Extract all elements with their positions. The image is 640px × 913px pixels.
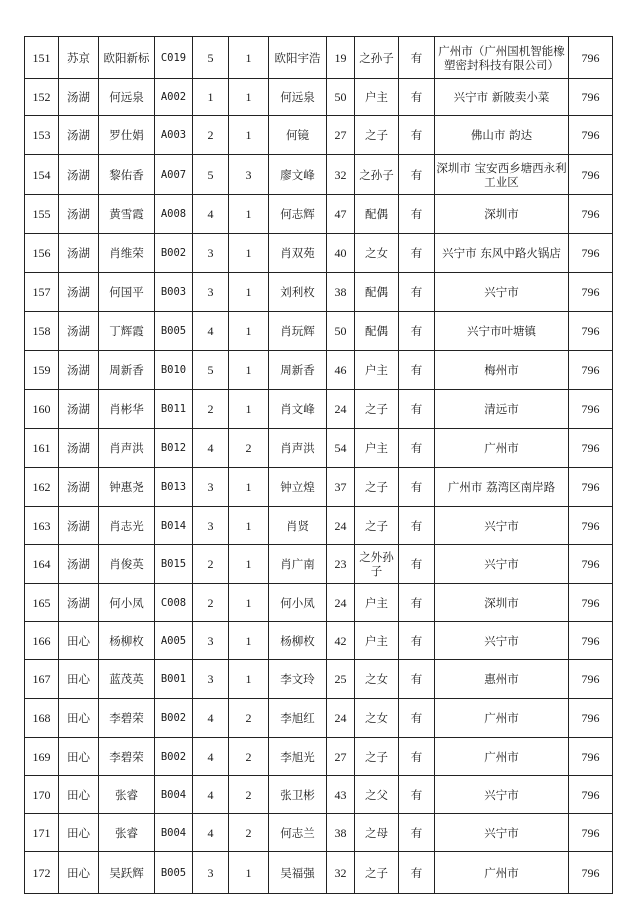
location-cell: 深圳市 xyxy=(435,195,569,234)
amount-cell: 796 xyxy=(569,273,613,312)
person-cell: 吴福强 xyxy=(269,852,327,894)
amount-cell: 796 xyxy=(569,195,613,234)
amount-cell: 796 xyxy=(569,852,613,894)
table-row xyxy=(25,79,613,116)
amount-cell: 796 xyxy=(569,814,613,852)
status-cell: 有 xyxy=(399,545,435,584)
town-cell: 田心 xyxy=(59,776,99,814)
name-cell: 何小凤 xyxy=(99,584,155,622)
person-cell: 周新香 xyxy=(269,351,327,390)
people-cell: 3 xyxy=(193,852,229,894)
location-cell: 清远市 xyxy=(435,390,569,429)
code-cell: B010 xyxy=(155,351,193,390)
amount-cell: 796 xyxy=(569,699,613,738)
age-cell: 42 xyxy=(327,622,355,660)
age-cell: 24 xyxy=(327,699,355,738)
name-cell: 何远泉 xyxy=(99,79,155,116)
location-cell: 梅州市 xyxy=(435,351,569,390)
code-cell: B002 xyxy=(155,699,193,738)
age-cell: 40 xyxy=(327,234,355,273)
amount-cell: 796 xyxy=(569,776,613,814)
code-cell: A002 xyxy=(155,79,193,116)
amount-cell: 796 xyxy=(569,584,613,622)
count-cell: 1 xyxy=(229,79,269,116)
table-row xyxy=(25,699,613,738)
row-number: 161 xyxy=(25,429,59,468)
relation-cell: 配偶 xyxy=(355,273,399,312)
location-cell: 兴宁市 xyxy=(435,776,569,814)
code-cell: B002 xyxy=(155,738,193,776)
table-row xyxy=(25,37,613,79)
town-cell: 汤湖 xyxy=(59,155,99,195)
amount-cell: 796 xyxy=(569,37,613,79)
name-cell: 何国平 xyxy=(99,273,155,312)
people-cell: 2 xyxy=(193,390,229,429)
status-cell: 有 xyxy=(399,390,435,429)
person-cell: 钟立煌 xyxy=(269,468,327,507)
town-cell: 汤湖 xyxy=(59,234,99,273)
count-cell: 1 xyxy=(229,852,269,894)
age-cell: 46 xyxy=(327,351,355,390)
name-cell: 张睿 xyxy=(99,814,155,852)
age-cell: 24 xyxy=(327,507,355,545)
code-cell: A005 xyxy=(155,622,193,660)
relation-cell: 配偶 xyxy=(355,312,399,351)
status-cell: 有 xyxy=(399,584,435,622)
age-cell: 37 xyxy=(327,468,355,507)
people-cell: 1 xyxy=(193,79,229,116)
row-number: 154 xyxy=(25,155,59,195)
town-cell: 汤湖 xyxy=(59,584,99,622)
relation-cell: 之母 xyxy=(355,814,399,852)
count-cell: 1 xyxy=(229,545,269,584)
row-number: 162 xyxy=(25,468,59,507)
name-cell: 欧阳新标 xyxy=(99,37,155,79)
age-cell: 50 xyxy=(327,79,355,116)
person-cell: 李文玲 xyxy=(269,660,327,699)
table-row xyxy=(25,852,613,894)
count-cell: 1 xyxy=(229,195,269,234)
town-cell: 田心 xyxy=(59,852,99,894)
amount-cell: 796 xyxy=(569,79,613,116)
roster-table xyxy=(24,36,613,894)
location-cell: 广州市 荔湾区南岸路 xyxy=(435,468,569,507)
people-cell: 3 xyxy=(193,273,229,312)
table-row xyxy=(25,622,613,660)
name-cell: 黎佑香 xyxy=(99,155,155,195)
table-row xyxy=(25,507,613,545)
amount-cell: 796 xyxy=(569,545,613,584)
table-row xyxy=(25,390,613,429)
code-cell: B012 xyxy=(155,429,193,468)
count-cell: 1 xyxy=(229,584,269,622)
person-cell: 欧阳宇浩 xyxy=(269,37,327,79)
row-number: 160 xyxy=(25,390,59,429)
relation-cell: 之子 xyxy=(355,468,399,507)
count-cell: 1 xyxy=(229,234,269,273)
count-cell: 1 xyxy=(229,660,269,699)
amount-cell: 796 xyxy=(569,660,613,699)
age-cell: 19 xyxy=(327,37,355,79)
age-cell: 47 xyxy=(327,195,355,234)
count-cell: 2 xyxy=(229,738,269,776)
code-cell: B013 xyxy=(155,468,193,507)
count-cell: 1 xyxy=(229,390,269,429)
location-cell: 佛山市 韵达 xyxy=(435,116,569,155)
row-number: 156 xyxy=(25,234,59,273)
amount-cell: 796 xyxy=(569,155,613,195)
person-cell: 肖声洪 xyxy=(269,429,327,468)
code-cell: B002 xyxy=(155,234,193,273)
location-cell: 广州市 xyxy=(435,852,569,894)
status-cell: 有 xyxy=(399,79,435,116)
row-number: 168 xyxy=(25,699,59,738)
amount-cell: 796 xyxy=(569,116,613,155)
town-cell: 汤湖 xyxy=(59,195,99,234)
relation-cell: 之女 xyxy=(355,234,399,273)
relation-cell: 配偶 xyxy=(355,195,399,234)
row-number: 155 xyxy=(25,195,59,234)
age-cell: 38 xyxy=(327,273,355,312)
person-cell: 何志兰 xyxy=(269,814,327,852)
relation-cell: 之女 xyxy=(355,699,399,738)
person-cell: 肖玩辉 xyxy=(269,312,327,351)
person-cell: 杨柳枚 xyxy=(269,622,327,660)
town-cell: 汤湖 xyxy=(59,429,99,468)
location-cell: 兴宁市 xyxy=(435,507,569,545)
name-cell: 张睿 xyxy=(99,776,155,814)
count-cell: 2 xyxy=(229,429,269,468)
age-cell: 54 xyxy=(327,429,355,468)
relation-cell: 之子 xyxy=(355,852,399,894)
row-number: 157 xyxy=(25,273,59,312)
status-cell: 有 xyxy=(399,273,435,312)
name-cell: 李碧荣 xyxy=(99,738,155,776)
age-cell: 32 xyxy=(327,852,355,894)
status-cell: 有 xyxy=(399,312,435,351)
age-cell: 25 xyxy=(327,660,355,699)
table-row xyxy=(25,545,613,584)
person-cell: 肖广南 xyxy=(269,545,327,584)
people-cell: 2 xyxy=(193,584,229,622)
status-cell: 有 xyxy=(399,468,435,507)
status-cell: 有 xyxy=(399,234,435,273)
status-cell: 有 xyxy=(399,852,435,894)
people-cell: 4 xyxy=(193,429,229,468)
location-cell: 深圳市 宝安西乡塘西永利工业区 xyxy=(435,155,569,195)
code-cell: B011 xyxy=(155,390,193,429)
amount-cell: 796 xyxy=(569,390,613,429)
person-cell: 李旭红 xyxy=(269,699,327,738)
count-cell: 1 xyxy=(229,507,269,545)
town-cell: 田心 xyxy=(59,814,99,852)
count-cell: 2 xyxy=(229,814,269,852)
people-cell: 2 xyxy=(193,545,229,584)
age-cell: 32 xyxy=(327,155,355,195)
age-cell: 27 xyxy=(327,738,355,776)
amount-cell: 796 xyxy=(569,429,613,468)
age-cell: 27 xyxy=(327,116,355,155)
people-cell: 2 xyxy=(193,116,229,155)
town-cell: 田心 xyxy=(59,622,99,660)
code-cell: B005 xyxy=(155,852,193,894)
name-cell: 杨柳枚 xyxy=(99,622,155,660)
name-cell: 罗仕娟 xyxy=(99,116,155,155)
town-cell: 汤湖 xyxy=(59,273,99,312)
age-cell: 38 xyxy=(327,814,355,852)
code-cell: A008 xyxy=(155,195,193,234)
row-number: 171 xyxy=(25,814,59,852)
people-cell: 3 xyxy=(193,234,229,273)
table-row xyxy=(25,738,613,776)
count-cell: 1 xyxy=(229,622,269,660)
person-cell: 廖文峰 xyxy=(269,155,327,195)
relation-cell: 之父 xyxy=(355,776,399,814)
people-cell: 4 xyxy=(193,738,229,776)
town-cell: 汤湖 xyxy=(59,507,99,545)
location-cell: 兴宁市 xyxy=(435,622,569,660)
town-cell: 汤湖 xyxy=(59,390,99,429)
table-row xyxy=(25,814,613,852)
people-cell: 4 xyxy=(193,814,229,852)
count-cell: 3 xyxy=(229,155,269,195)
location-cell: 深圳市 xyxy=(435,584,569,622)
status-cell: 有 xyxy=(399,37,435,79)
location-cell: 兴宁市 xyxy=(435,814,569,852)
people-cell: 4 xyxy=(193,699,229,738)
town-cell: 苏京 xyxy=(59,37,99,79)
person-cell: 何镜 xyxy=(269,116,327,155)
table-row xyxy=(25,429,613,468)
count-cell: 1 xyxy=(229,273,269,312)
location-cell: 兴宁市 xyxy=(435,545,569,584)
code-cell: B004 xyxy=(155,776,193,814)
amount-cell: 796 xyxy=(569,312,613,351)
status-cell: 有 xyxy=(399,814,435,852)
people-cell: 4 xyxy=(193,776,229,814)
age-cell: 50 xyxy=(327,312,355,351)
name-cell: 肖声洪 xyxy=(99,429,155,468)
relation-cell: 之子 xyxy=(355,507,399,545)
code-cell: B003 xyxy=(155,273,193,312)
name-cell: 黄雪霞 xyxy=(99,195,155,234)
table-row xyxy=(25,273,613,312)
row-number: 158 xyxy=(25,312,59,351)
town-cell: 汤湖 xyxy=(59,545,99,584)
amount-cell: 796 xyxy=(569,622,613,660)
people-cell: 4 xyxy=(193,195,229,234)
name-cell: 李碧荣 xyxy=(99,699,155,738)
row-number: 169 xyxy=(25,738,59,776)
row-number: 172 xyxy=(25,852,59,894)
code-cell: B005 xyxy=(155,312,193,351)
people-cell: 3 xyxy=(193,622,229,660)
row-number: 152 xyxy=(25,79,59,116)
name-cell: 肖志光 xyxy=(99,507,155,545)
amount-cell: 796 xyxy=(569,468,613,507)
relation-cell: 之孙子 xyxy=(355,155,399,195)
people-cell: 3 xyxy=(193,468,229,507)
people-cell: 5 xyxy=(193,37,229,79)
name-cell: 吴跃辉 xyxy=(99,852,155,894)
name-cell: 周新香 xyxy=(99,351,155,390)
row-number: 166 xyxy=(25,622,59,660)
age-cell: 24 xyxy=(327,584,355,622)
name-cell: 丁辉霞 xyxy=(99,312,155,351)
town-cell: 汤湖 xyxy=(59,79,99,116)
people-cell: 3 xyxy=(193,660,229,699)
table-row xyxy=(25,660,613,699)
name-cell: 钟惠尧 xyxy=(99,468,155,507)
status-cell: 有 xyxy=(399,429,435,468)
table-row xyxy=(25,312,613,351)
age-cell: 23 xyxy=(327,545,355,584)
location-cell: 兴宁市叶塘镇 xyxy=(435,312,569,351)
location-cell: 广州市 xyxy=(435,738,569,776)
relation-cell: 户主 xyxy=(355,622,399,660)
name-cell: 蓝茂英 xyxy=(99,660,155,699)
row-number: 153 xyxy=(25,116,59,155)
row-number: 167 xyxy=(25,660,59,699)
code-cell: B015 xyxy=(155,545,193,584)
table-row xyxy=(25,776,613,814)
location-cell: 广州市 xyxy=(435,429,569,468)
town-cell: 汤湖 xyxy=(59,351,99,390)
count-cell: 1 xyxy=(229,312,269,351)
person-cell: 李旭光 xyxy=(269,738,327,776)
town-cell: 田心 xyxy=(59,699,99,738)
location-cell: 兴宁市 xyxy=(435,273,569,312)
code-cell: A003 xyxy=(155,116,193,155)
table-row xyxy=(25,116,613,155)
row-number: 165 xyxy=(25,584,59,622)
relation-cell: 之子 xyxy=(355,738,399,776)
location-cell: 兴宁市 新陂卖小菜 xyxy=(435,79,569,116)
code-cell: C019 xyxy=(155,37,193,79)
person-cell: 何远泉 xyxy=(269,79,327,116)
person-cell: 刘利枚 xyxy=(269,273,327,312)
status-cell: 有 xyxy=(399,699,435,738)
location-cell: 广州市 xyxy=(435,699,569,738)
status-cell: 有 xyxy=(399,776,435,814)
row-number: 164 xyxy=(25,545,59,584)
relation-cell: 户主 xyxy=(355,429,399,468)
row-number: 151 xyxy=(25,37,59,79)
status-cell: 有 xyxy=(399,116,435,155)
people-cell: 5 xyxy=(193,351,229,390)
person-cell: 何志辉 xyxy=(269,195,327,234)
relation-cell: 户主 xyxy=(355,79,399,116)
count-cell: 1 xyxy=(229,468,269,507)
code-cell: C008 xyxy=(155,584,193,622)
amount-cell: 796 xyxy=(569,738,613,776)
code-cell: B001 xyxy=(155,660,193,699)
person-cell: 肖贤 xyxy=(269,507,327,545)
person-cell: 何小凤 xyxy=(269,584,327,622)
relation-cell: 之子 xyxy=(355,116,399,155)
people-cell: 4 xyxy=(193,312,229,351)
name-cell: 肖彬华 xyxy=(99,390,155,429)
relation-cell: 户主 xyxy=(355,351,399,390)
table-row xyxy=(25,468,613,507)
relation-cell: 之女 xyxy=(355,660,399,699)
person-cell: 张卫彬 xyxy=(269,776,327,814)
town-cell: 田心 xyxy=(59,738,99,776)
town-cell: 汤湖 xyxy=(59,116,99,155)
location-cell: 兴宁市 东风中路火锅店 xyxy=(435,234,569,273)
people-cell: 5 xyxy=(193,155,229,195)
count-cell: 1 xyxy=(229,116,269,155)
table-row xyxy=(25,351,613,390)
count-cell: 1 xyxy=(229,37,269,79)
relation-cell: 之孙子 xyxy=(355,37,399,79)
town-cell: 田心 xyxy=(59,660,99,699)
row-number: 170 xyxy=(25,776,59,814)
relation-cell: 之子 xyxy=(355,390,399,429)
code-cell: A007 xyxy=(155,155,193,195)
location-cell: 广州市（广州国机智能橡塑密封科技有限公司） xyxy=(435,37,569,79)
status-cell: 有 xyxy=(399,622,435,660)
location-cell: 惠州市 xyxy=(435,660,569,699)
town-cell: 汤湖 xyxy=(59,468,99,507)
town-cell: 汤湖 xyxy=(59,312,99,351)
status-cell: 有 xyxy=(399,738,435,776)
row-number: 159 xyxy=(25,351,59,390)
table-row xyxy=(25,155,613,195)
name-cell: 肖维荣 xyxy=(99,234,155,273)
table-row xyxy=(25,195,613,234)
table-row xyxy=(25,234,613,273)
person-cell: 肖双苑 xyxy=(269,234,327,273)
status-cell: 有 xyxy=(399,660,435,699)
code-cell: B014 xyxy=(155,507,193,545)
count-cell: 2 xyxy=(229,699,269,738)
age-cell: 24 xyxy=(327,390,355,429)
row-number: 163 xyxy=(25,507,59,545)
amount-cell: 796 xyxy=(569,507,613,545)
count-cell: 1 xyxy=(229,351,269,390)
table-body xyxy=(25,37,613,894)
status-cell: 有 xyxy=(399,155,435,195)
relation-cell: 户主 xyxy=(355,584,399,622)
status-cell: 有 xyxy=(399,195,435,234)
code-cell: B004 xyxy=(155,814,193,852)
status-cell: 有 xyxy=(399,507,435,545)
people-cell: 3 xyxy=(193,507,229,545)
amount-cell: 796 xyxy=(569,351,613,390)
relation-cell: 之外孙子 xyxy=(355,545,399,584)
age-cell: 43 xyxy=(327,776,355,814)
count-cell: 2 xyxy=(229,776,269,814)
table-row xyxy=(25,584,613,622)
status-cell: 有 xyxy=(399,351,435,390)
name-cell: 肖俊英 xyxy=(99,545,155,584)
person-cell: 肖文峰 xyxy=(269,390,327,429)
amount-cell: 796 xyxy=(569,234,613,273)
